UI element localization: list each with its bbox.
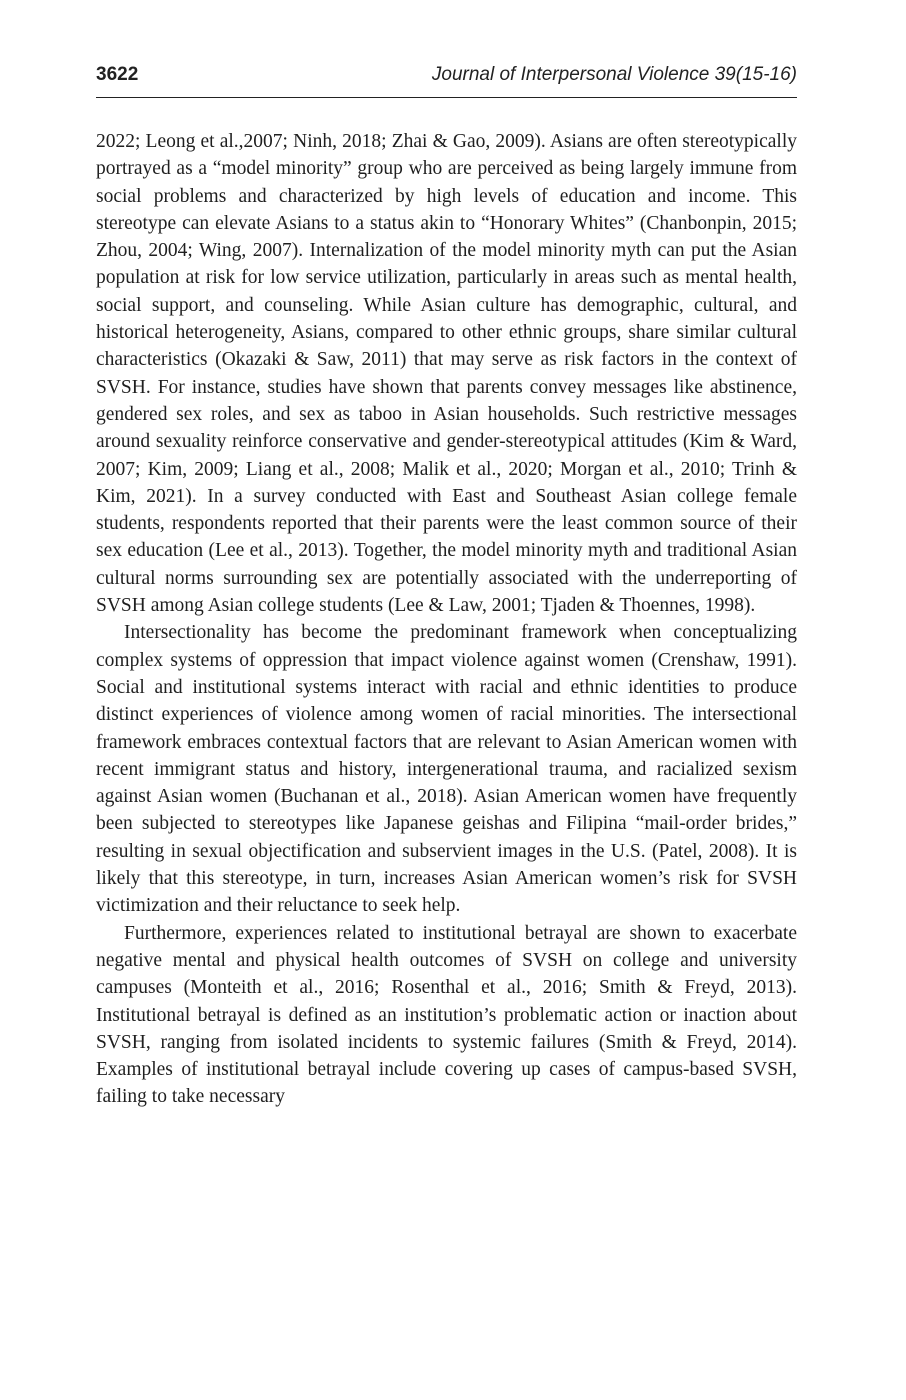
body-text	[96, 128, 797, 1111]
running-head	[96, 64, 797, 98]
paragraph-2: Intersectionality has become the predominant framework when conceptualizing complex systems of oppression that impact violence against women (Crenshaw, 1991). Social and institutional systems interact with racial and ethnic identities to produce distinct experiences of violence among women of racial minorities. The intersectional framework embraces contextual factors that are relevant to Asian American women with recent immigrant status and history, intergenerational trauma, and racialized sexism against Asian women (Buchanan et al., 2018). Asian American women have frequently been subjected to stereotypes like Japanese geishas and Filipina “mail-order brides,” resulting in sexual objectification and subservient images in the U.S. (Patel, 2008). It is likely that this stereotype, in turn, increases Asian American women’s risk for SVSH victimization and their reluctance to seek help.	[96, 622, 797, 917]
journal-title: Journal of Interpersonal Violence 39(15-16)	[431, 64, 797, 85]
paragraph-3: Furthermore, experiences related to institutional betrayal are shown to exacerbate negative mental and physical health outcomes of SVSH on college and university campuses (Monteith et al., 2016; Rosenthal et al., 2016; Smith & Freyd, 2013). Institutional betrayal is defined as an institution’s problematic action or inaction about SVSH, ranging from isolated incidents to systemic failures (Smith & Freyd, 2014). Examples of institutional betrayal include covering up cases of campus-based SVSH, failing to take necessary	[96, 922, 797, 1108]
page-number: 3622	[96, 64, 139, 85]
paragraph-1: 2022; Leong et al.,2007; Ninh, 2018; Zhai & Gao, 2009). Asians are often stereotypically portrayed as a “model minority” group who are perceived as being largely immune from social problems and characterized by high levels of education and income. This stereotype can elevate Asians to a status akin to “Honorary Whites” (Chanbonpin, 2015; Zhou, 2004; Wing, 2007). Internalization of the model minority myth can put the Asian population at risk for low service utilization, particularly in areas such as mental health, social support, and counseling. While Asian culture has demographic, cultural, and historical heterogeneity, Asians, compared to other ethnic groups, share similar cultural characteristics (Okazaki & Saw, 2011) that may serve as risk factors in the context of SVSH. For instance, studies have shown that parents convey messages like abstinence, gendered sex roles, and sex as taboo in Asian households. Such restrictive messages around sexuality reinforce conservative and gender-stereotypical attitudes (Kim & Ward, 2007; Kim, 2009; Liang et al., 2008; Malik et al., 2020; Morgan et al., 2010; Trinh & Kim, 2021). In a survey conducted with East and Southeast Asian college female students, respondents reported that their parents were the least common source of their sex education (Lee et al., 2013). Together, the model minority myth and traditional Asian cultural norms surrounding sex are potentially associated with the underreporting of SVSH among Asian college students (Lee & Law, 2001; Tjaden & Thoennes, 1998).	[96, 131, 797, 617]
journal-page	[96, 64, 797, 1111]
